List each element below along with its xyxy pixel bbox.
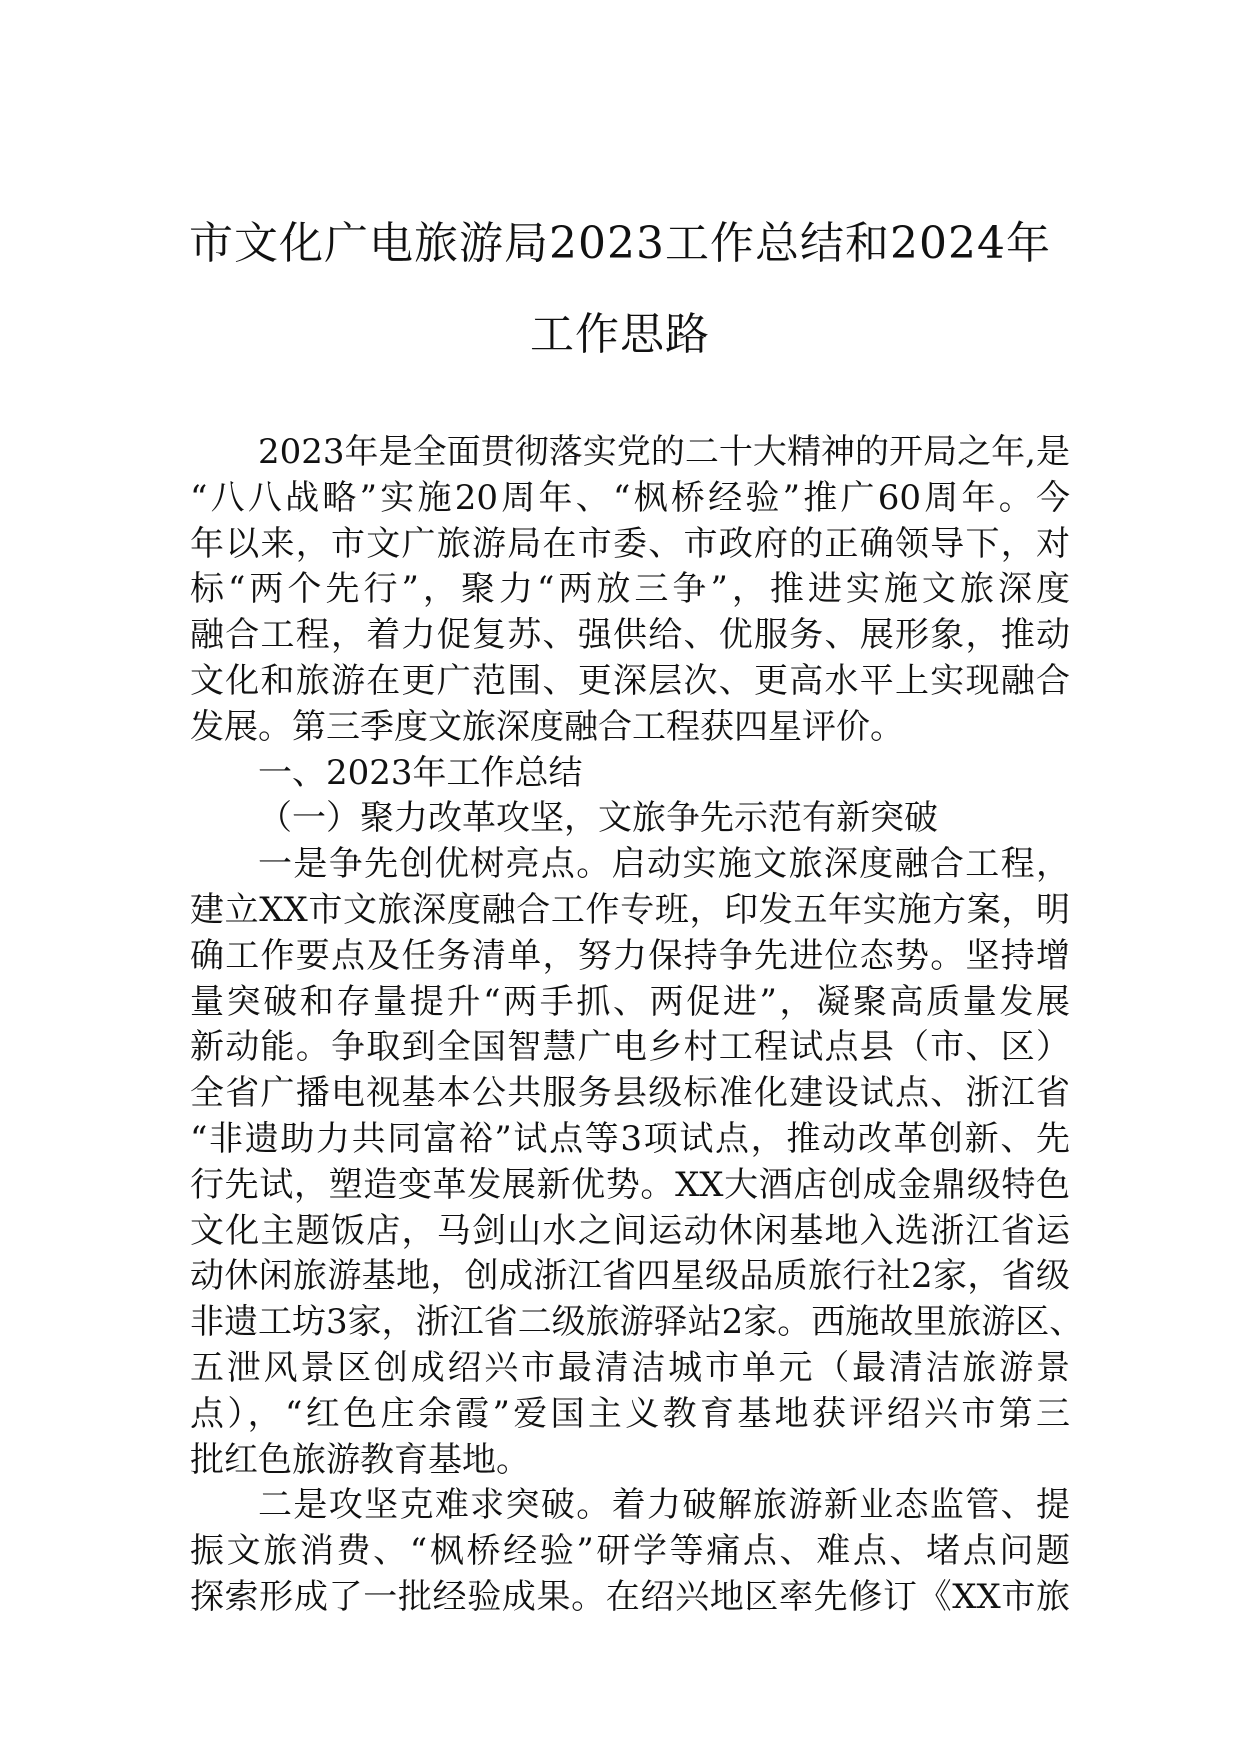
- text-line: 发展。第三季度文旅深度融合工程获四星评价。: [190, 706, 904, 747]
- text-line: 文化主题饭店，马剑山水之间运动休闲基地入选浙江省运: [190, 1210, 1070, 1251]
- document-title-line-1: 市文化广电旅游局2023工作总结和2024年: [189, 218, 1051, 269]
- text-line: “非遗助力共同富裕”试点等3项试点，推动改革创新、先: [190, 1118, 1070, 1159]
- text-line: 二是攻坚克难求突破。着力破解旅游新业态监管、提: [258, 1485, 1070, 1526]
- text-line: 点），“红色庄余霞”爱国主义教育基地获评绍兴市第三: [190, 1393, 1070, 1434]
- text-line: 建立XX市文旅深度融合工作专班，印发五年实施方案，明: [190, 889, 1070, 930]
- text-line: 非遗工坊3家，浙江省二级旅游驿站2家。西施故里旅游区、: [190, 1302, 1084, 1343]
- text-line: 融合工程，着力促复苏、强供给、优服务、展形象，推动: [190, 615, 1070, 656]
- text-line: （一）聚力改革攻坚，文旅争先示范有新突破: [258, 798, 938, 839]
- text-line: 批红色旅游教育基地。: [190, 1439, 530, 1480]
- text-line: “八八战略”实施20周年、“枫桥经验”推广60周年。今: [190, 477, 1070, 518]
- text-line: 量突破和存量提升“两手抓、两促进”，凝聚高质量发展: [190, 981, 1070, 1022]
- text-line: 年以来，市文广旅游局在市委、市政府的正确领导下，对: [190, 523, 1070, 564]
- text-line: 2023年是全面贯彻落实党的二十大精神的开局之年,是: [258, 432, 1070, 472]
- text-line: 探索形成了一批经验成果。在绍兴地区率先修订《XX市旅: [190, 1576, 1070, 1617]
- text-line: 行先试，塑造变革发展新优势。XX大酒店创成金鼎级特色: [190, 1164, 1070, 1205]
- text-line: 振文旅消费、“枫桥经验”研学等痛点、难点、堵点问题: [190, 1531, 1070, 1572]
- text-line: 一是争先创优树亮点。启动实施文旅深度融合工程，: [258, 844, 1070, 885]
- text-line: 动休闲旅游基地，创成浙江省四星级品质旅行社2家，省级: [190, 1256, 1070, 1297]
- text-line: 一、2023年工作总结: [258, 752, 583, 793]
- document-title-line-2: 工作思路: [530, 309, 710, 360]
- text-line: 全省广播电视基本公共服务县级标准化建设试点、浙江省: [190, 1073, 1070, 1114]
- text-line: 确工作要点及任务清单，努力保持争先进位态势。坚持增: [190, 935, 1070, 976]
- document-body: [190, 430, 1084, 1621]
- text-line: 标“两个先行”，聚力“两放三争”，推进实施文旅深度: [190, 569, 1070, 610]
- text-line: 文化和旅游在更广范围、更深层次、更高水平上实现融合: [190, 660, 1070, 701]
- text-line: 新动能。争取到全国智慧广电乡村工程试点县（市、区）: [190, 1027, 1070, 1068]
- text-line: 五泄风景区创成绍兴市最清洁城市单元（最清洁旅游景: [190, 1347, 1070, 1388]
